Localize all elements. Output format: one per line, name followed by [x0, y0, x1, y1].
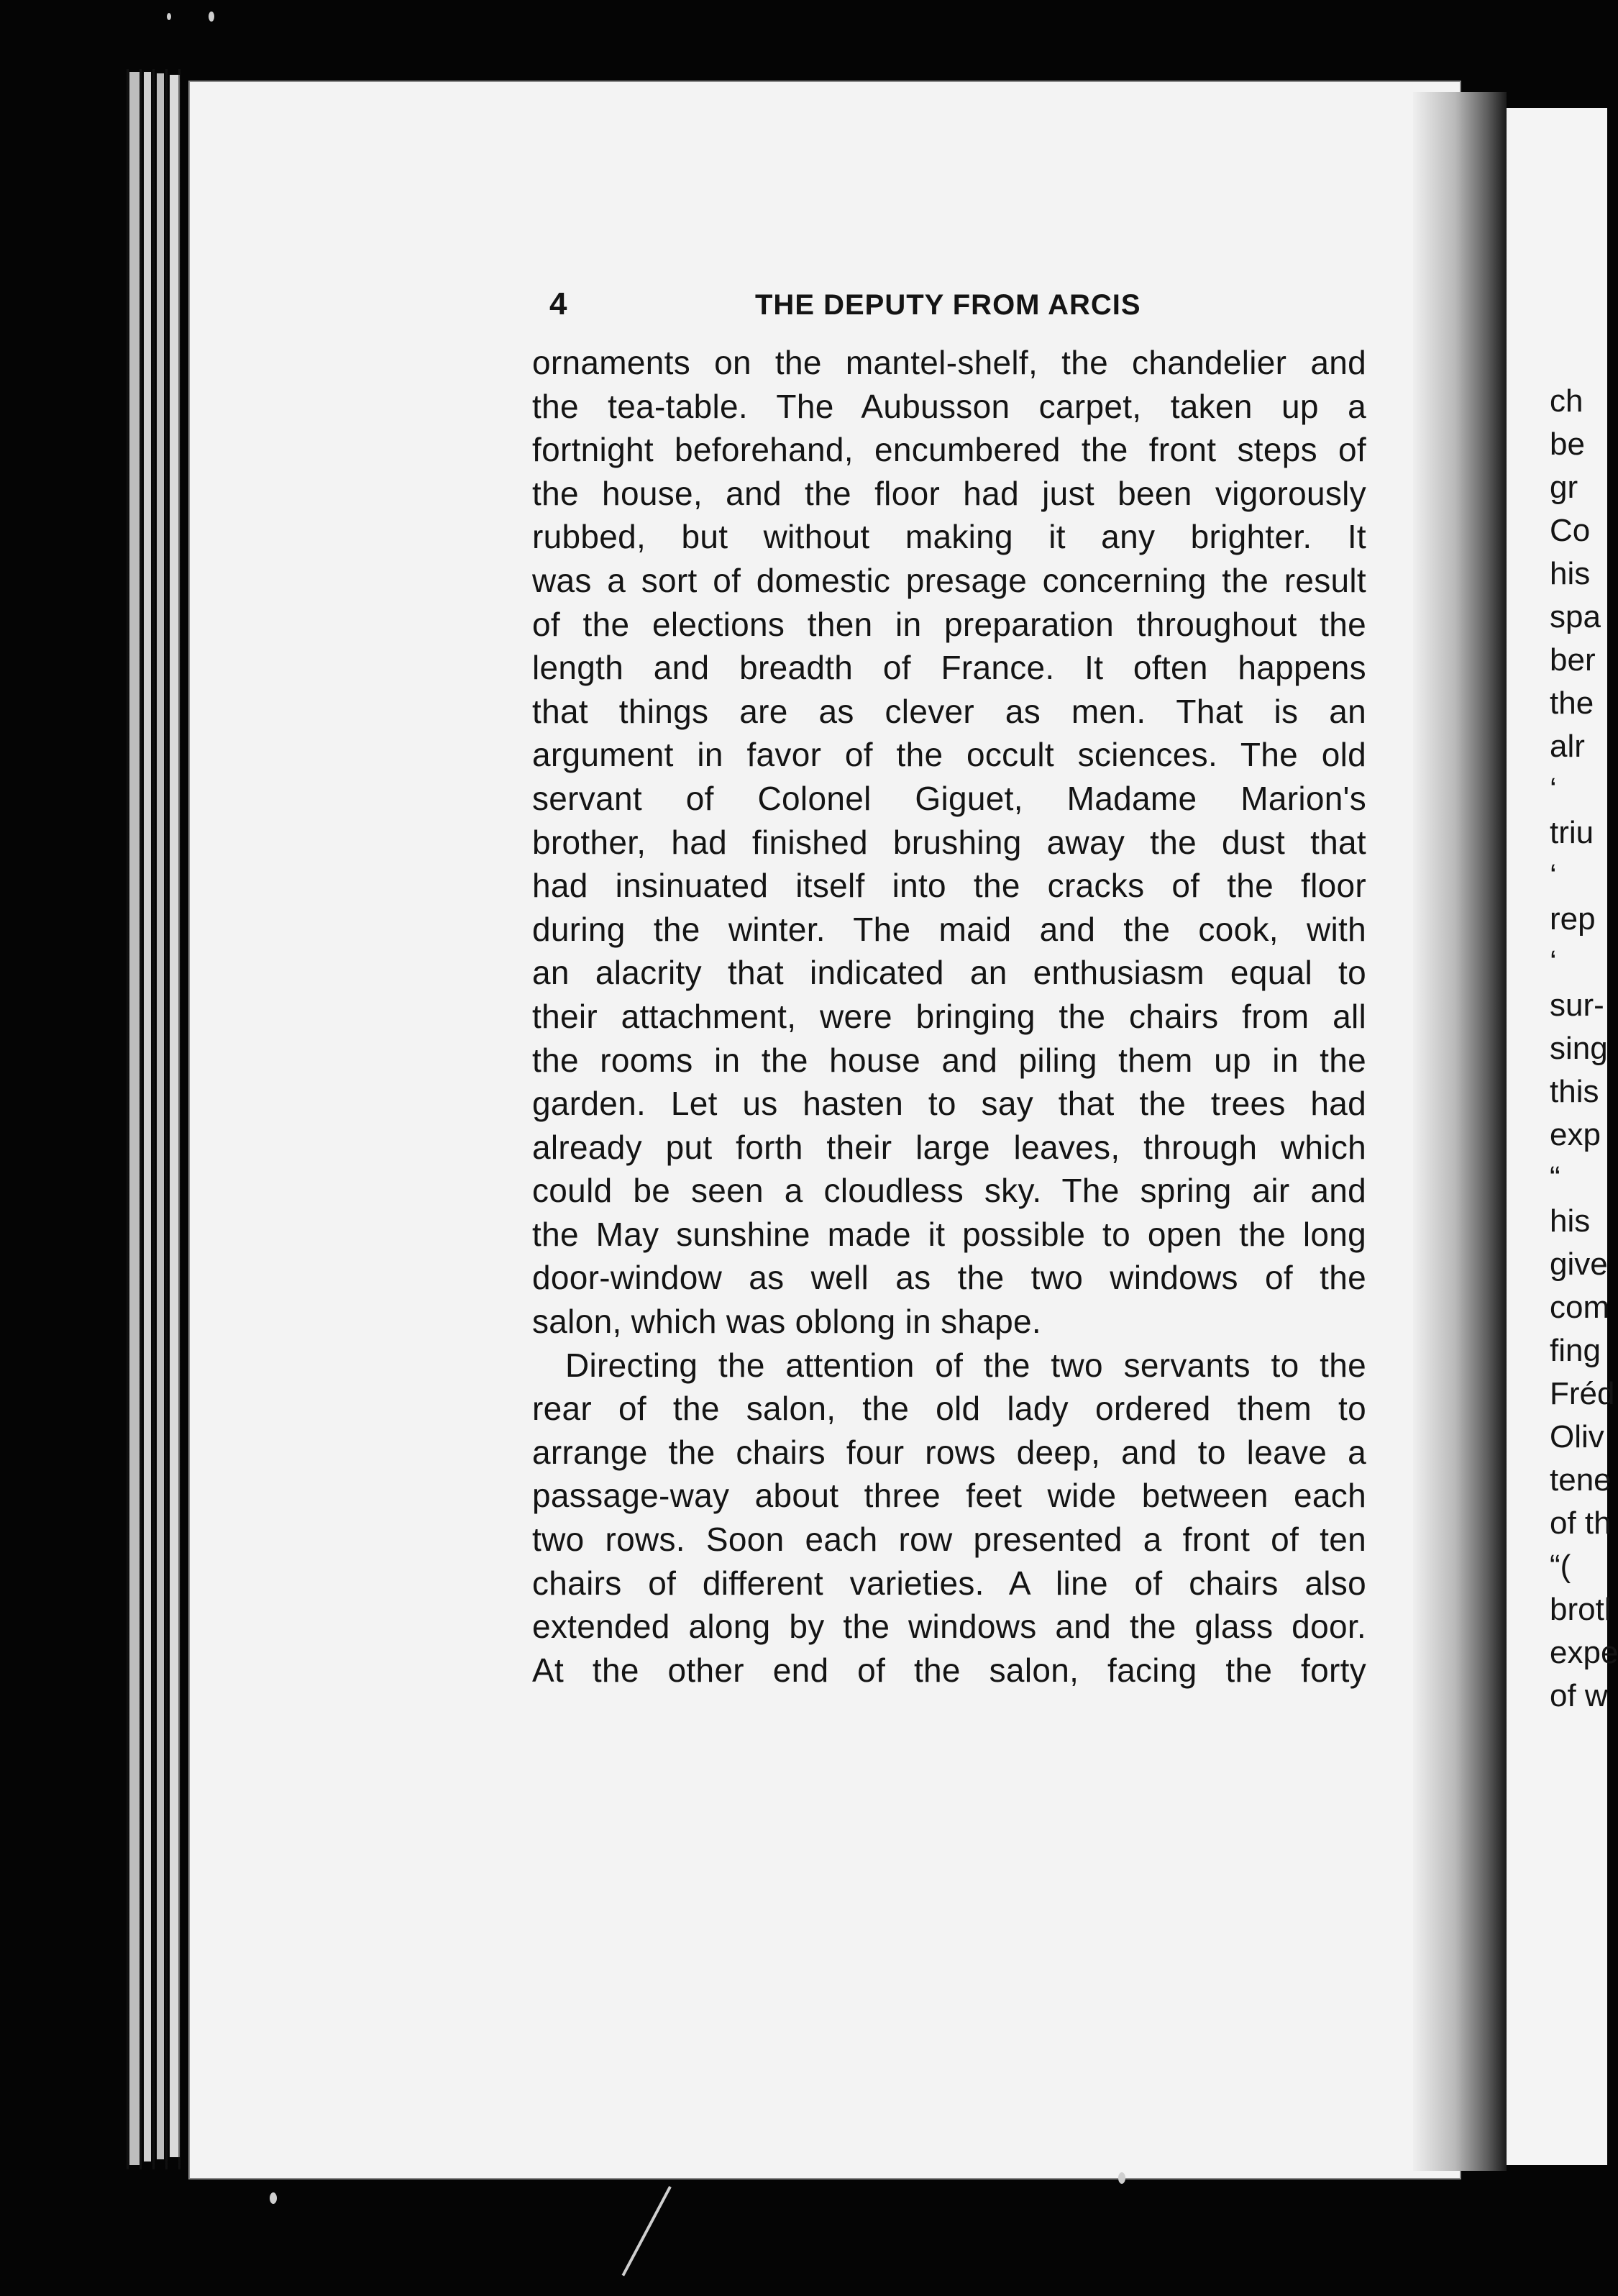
facing-fragment: of w — [1550, 1678, 1608, 1713]
facing-fragment: ‘ — [1550, 772, 1557, 807]
page-text-block — [532, 281, 1366, 1692]
text-line: the house, and the floor had just been vigorously — [532, 474, 1366, 512]
facing-fragment: ‘ — [1550, 858, 1557, 893]
text-line: fortnight beforehand, encumbered the front steps of — [532, 431, 1366, 469]
text-line: At the other end of the salon, facing the forty — [532, 1651, 1366, 1689]
facing-fragment: expe — [1550, 1635, 1618, 1670]
facing-fragment: fing — [1550, 1333, 1601, 1368]
page-number: 4 — [549, 286, 567, 322]
text-line: already put forth their large leaves, through which — [532, 1128, 1366, 1166]
facing-fragment: ch — [1550, 383, 1583, 419]
facing-fragment: Co — [1550, 513, 1591, 548]
running-head — [532, 281, 1366, 331]
text-line: that things are as clever as men. That is an — [532, 692, 1366, 730]
scan-speck — [167, 13, 171, 20]
text-line: two rows. Soon each row presented a front of ten — [532, 1521, 1366, 1559]
facing-fragment: ber — [1550, 642, 1596, 678]
text-line: arrange the chairs four rows deep, and to leave a — [532, 1433, 1366, 1471]
facing-fragment: his — [1550, 556, 1591, 591]
facing-fragment: tene — [1550, 1462, 1612, 1498]
running-title: THE DEPUTY FROM ARCIS — [755, 289, 1141, 321]
text-line: servant of Colonel Giguet, Madame Marion's — [532, 779, 1366, 817]
text-line: their attachment, were bringing the chairs from all — [532, 997, 1366, 1035]
facing-fragment: spa — [1550, 599, 1601, 634]
text-line: had insinuated itself into the cracks of the floor — [532, 867, 1366, 905]
text-line: the tea-table. The Aubusson carpet, taken up a — [532, 387, 1366, 425]
facing-fragment: ‘ — [1550, 944, 1557, 980]
facing-fragment: exp — [1550, 1117, 1601, 1152]
page-edge-stack — [127, 69, 191, 2169]
facing-fragment: be — [1550, 427, 1585, 462]
text-line: during the winter. The maid and the cook, with — [532, 910, 1366, 948]
text-line: passage-way about three feet wide between each — [532, 1477, 1366, 1515]
facing-fragment: this — [1550, 1074, 1599, 1109]
scan-speck — [270, 2192, 277, 2204]
text-line: was a sort of domestic presage concerning the result — [532, 561, 1366, 599]
facing-fragment: alr — [1550, 729, 1585, 764]
facing-fragment: Oliv — [1550, 1419, 1604, 1454]
text-line: brother, had finished brushing away the dust that — [532, 823, 1366, 861]
text-line: rubbed, but without making it any brighter. It — [532, 518, 1366, 556]
facing-fragment: “ — [1550, 1160, 1560, 1195]
facing-page-text — [1550, 380, 1618, 1718]
text-line: door-window as well as the two windows of the — [532, 1259, 1366, 1297]
scan-speck — [1118, 2172, 1125, 2184]
facing-fragment: rep — [1550, 901, 1596, 937]
text-line: Directing the attention of the two servants to the — [565, 1346, 1366, 1384]
facing-fragment: sur- — [1550, 988, 1604, 1023]
facing-fragment: give — [1550, 1247, 1608, 1282]
text-line: rear of the salon, the old lady ordered them to — [532, 1390, 1366, 1428]
scan-speck — [209, 12, 214, 22]
body-text — [532, 341, 1366, 1692]
text-line: could be seen a cloudless sky. The spring air and — [532, 1172, 1366, 1210]
text-line: length and breadth of France. It often happens — [532, 649, 1366, 687]
facing-fragment: of th — [1550, 1505, 1612, 1541]
text-line: the May sunshine made it possible to open the long — [532, 1215, 1366, 1253]
text-line: of the elections then in preparation throughout the — [532, 605, 1366, 643]
text-line: the rooms in the house and piling them up in the — [532, 1041, 1366, 1079]
scan-scratch — [622, 2186, 672, 2276]
text-line: argument in favor of the occult sciences. The old — [532, 736, 1366, 774]
facing-fragment: his — [1550, 1203, 1591, 1239]
facing-fragment: “( — [1550, 1549, 1571, 1584]
text-line: ornaments on the mantel-shelf, the chandelier and — [532, 344, 1366, 381]
text-line: extended along by the windows and the glass door. — [532, 1608, 1366, 1646]
text-line: garden. Let us hasten to say that the trees had — [532, 1085, 1366, 1123]
facing-fragment: gr — [1550, 470, 1578, 505]
text-line: an alacrity that indicated an enthusiasm equal to — [532, 954, 1366, 992]
text-line: salon, which was oblong in shape. — [532, 1303, 1042, 1341]
facing-fragment: sing — [1550, 1031, 1608, 1066]
facing-fragment: com — [1550, 1290, 1610, 1325]
book-gutter — [1413, 92, 1507, 2171]
facing-fragment: Fréd — [1550, 1376, 1615, 1411]
text-line: chairs of different varieties. A line of chairs also — [532, 1564, 1366, 1602]
facing-fragment: triu — [1550, 815, 1594, 850]
facing-fragment: brotl — [1550, 1592, 1612, 1627]
facing-fragment: the — [1550, 685, 1594, 721]
